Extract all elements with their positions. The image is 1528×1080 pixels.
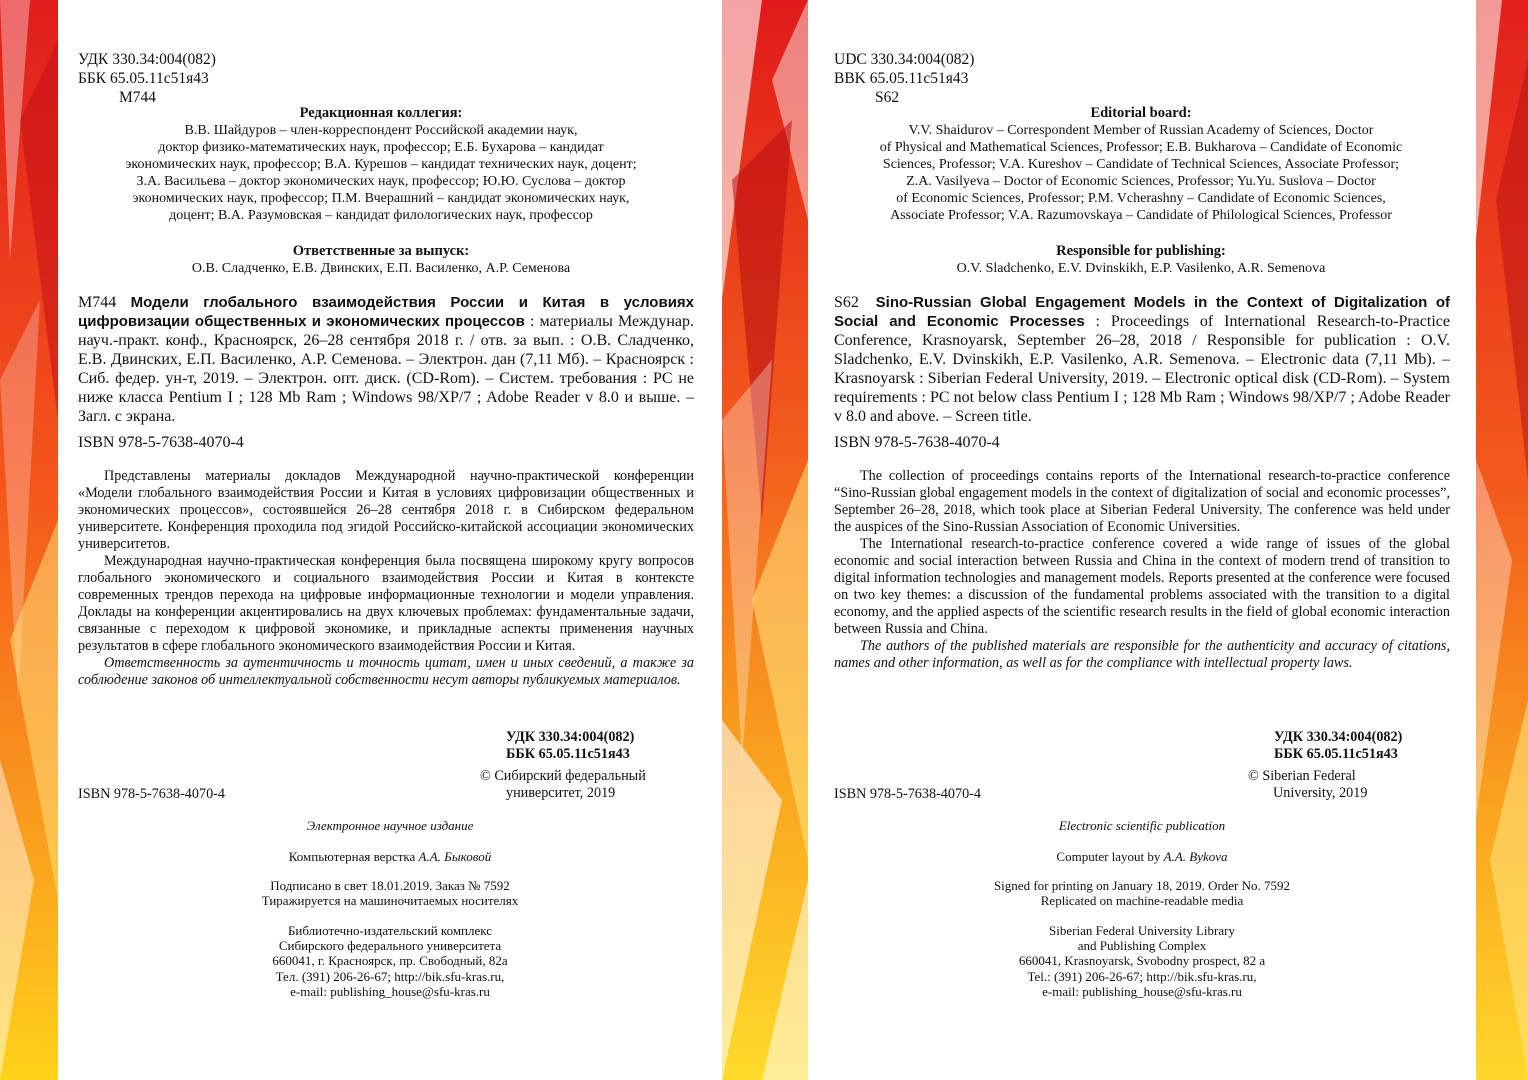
publisher-contacts: Тел. (391) 206-26-67; http://bik.sfu-kras.ru, bbox=[275, 968, 505, 984]
isbn: ISBN 978-5-7638-4070-4 bbox=[834, 434, 1000, 451]
bbk-code: BBK 65.05.11c51я43 bbox=[834, 70, 969, 87]
abstract bbox=[834, 468, 1450, 672]
biblio-mark: S62 bbox=[834, 294, 859, 311]
bbk-code-bold: ББК 65.05.11с51я43 bbox=[506, 746, 630, 762]
publisher-contacts: Tel.: (391) 206-26-67; http://bik.sfu-kras.ru, bbox=[1027, 968, 1257, 984]
decorative-band-center bbox=[722, 0, 808, 1080]
biblio-title: Модели глобального взаимодействия России и Китая в условиях цифровизации общественных и экономических процессов bbox=[78, 294, 695, 330]
classification-codes-bold bbox=[1274, 729, 1402, 763]
edition-type: Электронное научное издание bbox=[306, 818, 474, 833]
author-mark: М744 bbox=[119, 89, 157, 106]
udk-code-bold: УДК 330.34:004(082) bbox=[1274, 729, 1403, 745]
decorative-band-right bbox=[1476, 0, 1528, 1080]
editorial-board-line: of Economic Sciences, Professor; P.M. Vcherashny – Candidate of Economic Sciences, bbox=[896, 191, 1386, 206]
editorial-board-line: Sciences, Professor; V.A. Kureshov – Candidate of Technical Sciences, Associate Professor; bbox=[882, 157, 1400, 172]
editorial-board-heading: Editorial board: bbox=[1090, 105, 1192, 121]
abstract-paragraph: Представлены материалы докладов Международной научно-практической конференции «Модели глобального взаимодействия России и Китая в условиях цифровизации общественных и экономических процессов», состоявшейся 26–28 сентября 2018 г. в Сибирском федеральном университете. Конференция проходила под эгидой Российско-китайской ассоциации экономических университетов. bbox=[78, 468, 694, 552]
editorial-board-line: экономических наук, профессор; В.А. Курешов – кандидат технических наук, доцент; bbox=[125, 157, 637, 172]
publisher-address: 660041, Krasnoyarsk, Svobodny prospect, 82 a bbox=[1018, 953, 1266, 969]
editorial-board-line: Z.A. Vasilyeva – Doctor of Economic Sciences, Professor; Yu.Yu. Suslova – Doctor bbox=[906, 174, 1376, 189]
editorial-board-line: доцент; В.А. Разумовская – кандидат филологических наук, профессор bbox=[169, 208, 593, 223]
copyright-line: University, 2019 bbox=[1273, 785, 1368, 801]
responsibility-note: Ответственность за аутентичность и точность цитат, имен и иных сведений, а также за соблюдение законов об интеллектуальной собственности несут авторы публикуемых материалов. bbox=[78, 655, 694, 688]
udk-code: УДК 330.34:004(082) bbox=[78, 51, 216, 68]
classification-codes bbox=[78, 50, 216, 107]
page-russian bbox=[58, 0, 722, 1080]
editorial-board-heading: Редакционная коллегия: bbox=[299, 105, 463, 121]
editorial-board-line: В.В. Шайдуров – член-корреспондент Российской академии наук, bbox=[184, 123, 578, 138]
publisher-line: Сибирского федерального университета bbox=[278, 938, 502, 954]
author-mark: S62 bbox=[875, 89, 900, 106]
bbk-code: ББК 65.05.11с51я43 bbox=[78, 70, 209, 87]
layout-credit-name: А.А. Быковой bbox=[418, 849, 492, 864]
bbk-code-bold: ББК 65.05.11с51я43 bbox=[1274, 746, 1398, 762]
layout-credit bbox=[58, 849, 722, 864]
editorial-board-line: экономических наук, профессор; П.М. Вчерашний – кандидат экономических наук, bbox=[132, 191, 630, 206]
editorial-board bbox=[74, 105, 688, 224]
layout-credit bbox=[808, 849, 1476, 864]
responsible-heading: Ответственные за выпуск: bbox=[292, 243, 470, 259]
copyright-line: © Siberian Federal bbox=[1248, 768, 1356, 784]
copyright bbox=[480, 768, 646, 802]
abstract-paragraph: The collection of proceedings contains reports of the International research-to-practice conference “Sino-Russian global engagement models in the context of digitalization of social and economic processes”, September 26–28, 2018, which took place at Siberian Federal University. The conference was held under the auspices of the Sino-Russian Association of Economic Universities. bbox=[834, 468, 1450, 535]
publisher-info bbox=[808, 923, 1476, 999]
layout-credit-name: A.A. Bykova bbox=[1163, 849, 1228, 864]
signed-line: Подписано в свет 18.01.2019. Заказ № 7592 bbox=[270, 878, 510, 893]
bibliographic-record bbox=[834, 293, 1450, 426]
isbn-bottom: ISBN 978-5-7638-4070-4 bbox=[834, 786, 981, 802]
biblio-details: : Proceedings of International Research-to-Practice Conference, Krasnoyarsk, September 26–28, 2018 / Responsible for publication : O.V. Sladchenko, E.V. Dvinskikh, E.P. Vasilenko, A.R. Semenova. – Electronic data (7,11 Mb). – Krasnoyarsk : Siberian Federal University, 2019. – Electronic optical disk (CD-Rom). – System requirements : PC not below class Pentium I ; 128 Mb Ram ; Windows 98/XP/7 ; Adobe Reader v 8.0 and above. – Screen title. bbox=[834, 313, 1450, 425]
editorial-board-line: доктор физико-математических наук, профессор; Е.Б. Бухарова – кандидат bbox=[158, 140, 604, 155]
responsibility-note: The authors of the published materials are responsible for the authenticity and accuracy of citations, names and other information, as well as for the compliance with intellectual property laws. bbox=[834, 638, 1450, 671]
page-english bbox=[808, 0, 1476, 1080]
edition-type: Electronic scientific publication bbox=[1058, 818, 1226, 833]
publisher-email: e-mail: publishing_house@sfu-kras.ru bbox=[1042, 983, 1242, 999]
print-info bbox=[808, 878, 1476, 908]
editorial-board-line: V.V. Shaidurov – Correspondent Member of Russian Academy of Sciences, Doctor bbox=[908, 123, 1374, 138]
publisher-address: 660041, г. Красноярск, пр. Свободный, 82а bbox=[272, 953, 508, 969]
layout-credit-label: Computer layout by bbox=[1056, 849, 1164, 864]
publisher-line: Библиотечно-издательский комплекс bbox=[287, 923, 493, 938]
signed-line: Signed for printing on January 18, 2019. Order No. 7592 bbox=[993, 878, 1291, 893]
editorial-board-line: З.А. Васильева – доктор экономических наук, профессор; Ю.Ю. Суслова – доктор bbox=[136, 174, 626, 189]
isbn: ISBN 978-5-7638-4070-4 bbox=[78, 434, 244, 451]
isbn-bottom: ISBN 978-5-7638-4070-4 bbox=[78, 786, 225, 802]
decorative-band-left bbox=[0, 0, 58, 1080]
biblio-title: Sino-Russian Global Engagement Models in the Context of Digitalization of Social and Economic Processes bbox=[834, 294, 1450, 330]
editorial-board-line: of Physical and Mathematical Sciences, Professor; E.B. Bukharova – Candidate of Economic bbox=[879, 140, 1403, 155]
publisher-line: and Publishing Complex bbox=[1077, 938, 1207, 954]
udc-code: UDC 330.34:004(082) bbox=[834, 51, 975, 68]
copyright-line: университет, 2019 bbox=[506, 785, 616, 801]
layout-credit-label: Компьютерная верстка bbox=[288, 849, 419, 864]
copyright bbox=[1248, 768, 1367, 802]
abstract-paragraph: Международная научно-практическая конференция была посвящена широкому кругу вопросов глобального экономического и социального взаимодействия России и Китая в контексте современных трендов перехода на цифровые информационные технологии и модели управления. Доклады на конференции акцентировались на двух ключевых проблемах: фундаментальные задачи, связанные с переходом к цифровой экономике, и прикладные аспекты применения научных результатов в сфере глобального экономического взаимодействия России и Китая. bbox=[78, 553, 694, 654]
udk-code-bold: УДК 330.34:004(082) bbox=[506, 729, 635, 745]
copyright-line: © Сибирский федеральный bbox=[480, 768, 646, 784]
editorial-board-line: Associate Professor; V.A. Razumovskaya – Candidate of Philological Sciences, Professor bbox=[890, 208, 1392, 223]
responsible-names: О.В. Сладченко, Е.В. Двинских, Е.П. Василенко, А.Р. Семенова bbox=[191, 261, 571, 276]
print-info bbox=[58, 878, 722, 908]
biblio-mark: М744 bbox=[78, 294, 117, 311]
publisher-info bbox=[58, 923, 722, 999]
responsible-names: O.V. Sladchenko, E.V. Dvinskikh, E.P. Vasilenko, A.R. Semenova bbox=[956, 261, 1326, 276]
classification-codes-bold bbox=[506, 729, 634, 763]
responsible-block bbox=[74, 243, 688, 277]
classification-codes bbox=[834, 50, 974, 107]
publisher-line: Siberian Federal University Library bbox=[1049, 923, 1235, 938]
bibliographic-record bbox=[78, 293, 694, 426]
publisher-email: e-mail: publishing_house@sfu-kras.ru bbox=[290, 983, 490, 999]
biblio-details: : материалы Междунар. науч.-практ. конф., Красноярск, 26–28 сентября 2018 г. / отв. за вып. : О.В. Сладченко, Е.В. Двинских, Е.П. Василенко, А.Р. Семенова. – Электрон. дан (7,11 Мб). – Красноярск : Сиб. федер. ун-т, 2019. – Электрон. опт. диск. (CD-Rom). – Систем. требования : PC не ниже класса Pentium I ; 128 Mb Ram ; Windows 98/XP/7 ; Adobe Reader v 8.0 и выше. – Загл. с экрана. bbox=[78, 313, 694, 425]
editorial-board bbox=[834, 105, 1448, 224]
replicated-line: Тиражируется на машиночитаемых носителях bbox=[261, 893, 519, 909]
responsible-block bbox=[834, 243, 1448, 277]
abstract bbox=[78, 468, 694, 689]
abstract-paragraph: The International research-to-practice conference covered a wide range of issues of the global economic and social interaction between Russia and China in the context of modern trend of transition to digital information technologies and management models. Reports presented at the conference were focused on two key themes: a discussion of the fundamental problems associated with the transition to a digital economy, and the applied aspects of the scientific research results in the field of global economic interaction between Russia and China. bbox=[834, 536, 1450, 637]
responsible-heading: Responsible for publishing: bbox=[1056, 243, 1226, 259]
replicated-line: Replicated on machine-readable media bbox=[1040, 893, 1244, 909]
